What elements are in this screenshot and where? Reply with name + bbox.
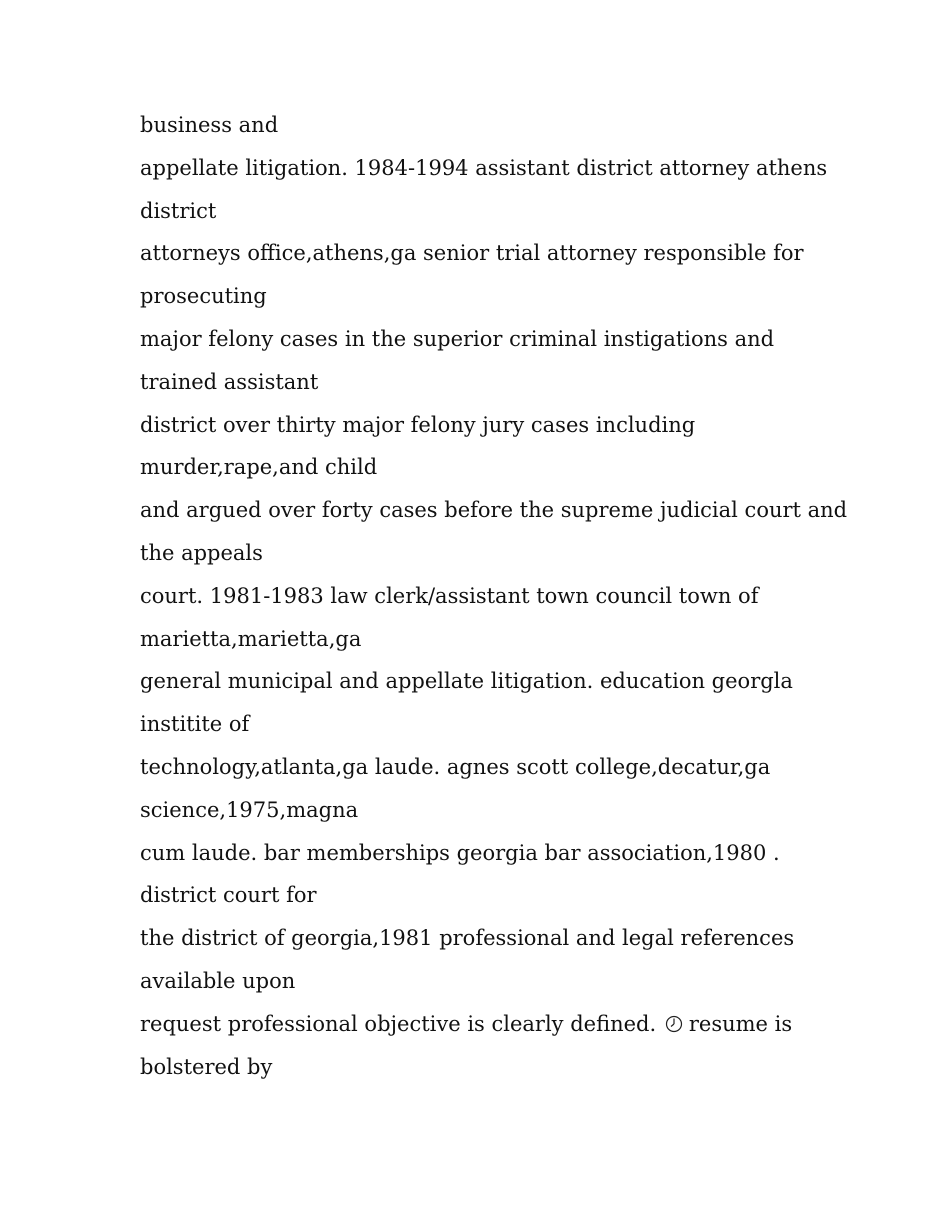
resume-text-block: [140, 104, 848, 1088]
text-line: trained assistant: [140, 369, 319, 394]
text-line-with-icon: [140, 1003, 820, 1046]
text-line: appellate litigation. 1984-1994 assistant district attorney athens: [140, 155, 828, 180]
text-line: bolstered by: [140, 1054, 273, 1079]
text-line: prosecuting: [140, 284, 267, 309]
text-line: major felony cases in the superior criminal instigations and: [140, 326, 775, 351]
text-line: marietta,marietta,ga: [140, 626, 362, 651]
text-line: court. 1981-1983 law clerk/assistant town council town of: [140, 583, 759, 608]
text-line: district: [140, 198, 217, 223]
text-line: general municipal and appellate litigation. education georgla: [140, 669, 793, 694]
clock-icon: [665, 1005, 683, 1023]
text-line: district court for: [140, 883, 317, 908]
text-line: business and: [140, 113, 279, 137]
text-segment: request professional objective is clearly defined.: [140, 1011, 657, 1036]
text-segment: resume is: [688, 1011, 793, 1036]
text-line: science,1975,magna: [140, 797, 359, 822]
text-line: technology,atlanta,ga laude. agnes scott college,decatur,ga: [140, 754, 771, 779]
text-line: and argued over forty cases before the supreme judicial court and: [140, 498, 848, 523]
text-line: the district of georgia,1981 professional and legal references: [140, 926, 795, 951]
text-line: the appeals: [140, 540, 263, 565]
text-line: institite of: [140, 712, 250, 737]
text-line: district over thirty major felony jury cases including: [140, 412, 696, 437]
text-line: cum laude. bar memberships georgia bar association,1980 .: [140, 840, 780, 865]
text-line: attorneys office,athens,ga senior trial attorney responsible for: [140, 241, 804, 266]
text-line: available upon: [140, 968, 296, 993]
text-line: murder,rape,and child: [140, 455, 378, 480]
